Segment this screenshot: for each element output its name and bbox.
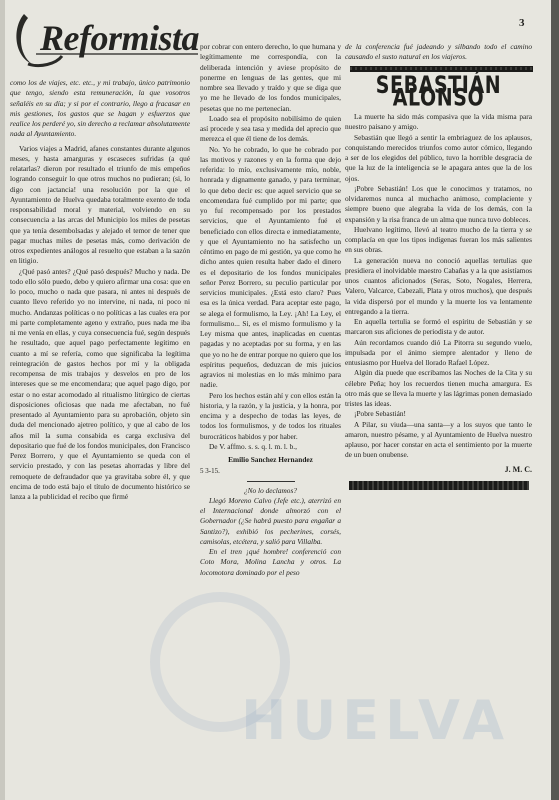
italic-heading: ¿No lo declamos? xyxy=(243,485,298,495)
paragraph: La muerte ha sido más compasiva que la vida misma para nuestro paisano y amigo. xyxy=(345,112,532,132)
masthead-lettering xyxy=(10,4,200,70)
page-edge-shadow xyxy=(551,0,559,800)
paragraph: Algún día puede que escribamos las Noches de la Cita y su célebre Peña; hoy los recuerdos tienen mucha amargura. Es otro más que se lleva la muerte y las lágrimas ponen demasiado tristes las ideas. xyxy=(345,368,533,408)
italic-paragraph: En el tren ¡qué hombre! conferenció con Coto Mora, Molina Lancha y otros. La locomotora dominado por el peso xyxy=(200,547,341,577)
paragraph: En aquella tertulia se formó el espíritu de Sebastián y se marcaron sus aficiones de periodista y de autor. xyxy=(345,317,532,337)
paragraph: Loado sea el propósito nobilísimo de quien así procede y sea tasa y medida del aprecio que merezca el que él tiene de los demás. xyxy=(200,113,341,144)
paragraph: por cobrar con entero derecho, lo que humana y legítimamente me correspondía, con la deliberada intención y aviese propósito de ponerme en lenguas de las gentes, que mi nombre sea llevado y traído y que se diga que yo me he llevado de los fondos municipales, pesetas que no me pertenecían. xyxy=(200,42,341,113)
stamp-ring xyxy=(150,592,290,732)
closing-ornament-rule xyxy=(349,481,529,490)
italic-continuation-text: de la conferencia fué jadeando y silbando todo el camino causando el susto natural en los viajeros. xyxy=(345,42,532,62)
paragraph: Varios viajes a Madrid, afanes constantes durante algunos meses, y hasta amarguras y escaseces sufridas (a qué relatarlas? dieron por resultado el triunfo de mis empeños logrando conseguir lo que otros muchos no pudieran; (si, lo digo con jactancia! una resolución por la que el Ayuntamiento de Huelva quedaba totalmente exento de toda responsabilidad moral y material, volviendo en su consecuencia a las arcas del Municipio los miles de pesetas que ya tenía desembolsadas y alejado el temor de tener que pagar muchas miles de pesetas más, como derivación de otros expedientes análogos al resuelto que estaban a la sazón en litigio. xyxy=(10,143,190,266)
paragraph: A Pilar, su viuda—una santa—y a los suyos que tanto le amaron, nuestro pésame, y al Ayuntamiento de Huelva nuestro aplauso, por hacer constar en acta el sentimiento por la muerte de un buen onubense. xyxy=(345,419,532,460)
section-divider xyxy=(247,481,295,482)
paragraph: ¡Pobre Sebastián! Los que le conocimos y tratamos, no olvidaremos nunca al muchacho animoso, complaciente y siempre bueno que alegraba la vida de los demás, con la expansión y la risa franca de un alma que nunca tuvo dobleces. xyxy=(345,183,532,224)
library-stamp-watermark xyxy=(150,582,510,752)
article-column-3 xyxy=(345,42,532,490)
paragraph: Sebastián que llegó a sentir la embriaguez de los aplausos, conquistando merecidos triunfos como autor cómico, llegando a ser de los elegidos del público, tuvo la horrible desgracia de que la luz de la inteligencia se le apagara antes que la de los ojos. xyxy=(345,132,532,183)
italic-paragraph: Llegó Moreno Calvo (Jefe etc.), aterrizó en el Internacional donde almorzó con el Gobernador (¿Se habrá puesto para engañar a Santizo?), exhibió los pecherines, corsés, camisolas, etcétera, y salió para Villalba. xyxy=(200,495,341,546)
article-column-2 xyxy=(200,42,341,578)
paragraph: Huelvano legítimo, llevó al teatro mucho de la tierra y se complacía en que los tipos indígenas fueran los más salientes en sus obras. xyxy=(345,224,532,255)
date-line: 5 3-15. xyxy=(200,467,220,476)
closing-line: De V. affmo. s. s. q. l. m. l. b., xyxy=(209,441,297,451)
heading-ornament-rule xyxy=(350,66,533,72)
italic-continuation xyxy=(345,42,532,63)
signature: Emilio Sanchez Hernandez xyxy=(228,455,313,464)
italic-news-item xyxy=(200,486,341,578)
author-initials: J. M. C. xyxy=(504,464,532,474)
paragraph: Aún recordamos cuando dió La Pitorra su segundo vuelo, impulsada por el ánimo siempre alentador y lleno de entusiasmo por Huelva del llorado Rafael López. xyxy=(345,337,532,367)
paragraph: Pero los hechos están ahí y con ellos están la historia, y la razón, y la justicia, y la honra, por encima y a despecho de todas las leyes, de todos los formulismos, y de todos los rituales burocráticos habidos y por haber. xyxy=(200,390,341,441)
italic-intro-text: como los de viajes, etc. etc., y mi trabajo, único patrimonio que tengo, siendo esta remuneración, la que vosotros señaléis en su día; y si por el contrario, llego a fracasar en mis gestiones, los gastos que se hagan y esfuerzos que realice los perderé yo, sin derecho a reclamar absolutamente nada al Ayuntamiento. xyxy=(10,78,190,139)
paragraph: ¡Pobre Sebastián! xyxy=(354,409,407,419)
paragraph: No. Yo he cobrado, lo que he cobrado por las motivos y razones y en la forma que dejo referida: lo mío, exclusivamente mío, noble, honrada y dignamente ganado, y para terminar, lo que debo decir es: que aquel servicio que se encomendara fué cumplido por mi parte; que yo fuí recompensado por los prestados servicios, que el Ayuntamiento fué el beneficiado con ellos directa e inmediatamente, y que el Ayuntamiento no ha satisfecho un céntimo en pago de mi gestión, ya que como he dicho antes quien resulta haber dado el dinero es el depositario de los fondos municipales señor Perez Borrero, su peculio particular por servicios municipales. ¿Está esto claro? Pues esa es la única verdad. Para aceptar este pago, se alega el formulismo, la Ley. ¡Ah! La Ley, el formulismo... Si, es el mismo formulismo y la Ley misma que antes, inaplicadas en cuentas pagadas y no aceptadas por su forma, y en las que yo no he de entrar porque no quiero que los espíritus pequeños, deduzcan de mis juicios agravios ni molestias en lo más mínimo para nadie. xyxy=(200,144,341,390)
svg-text:Reformista: Reformista xyxy=(40,18,200,58)
italic-intro xyxy=(10,78,190,140)
masthead-logo xyxy=(10,4,200,70)
paragraph: La generación nueva no conoció aquellas tertulias que presidiera el inolvidable maestro Cabañas y a la que asistíamos unos cuantos aficionados (Seras, Soto, Nogales, Herrera, Valero, Valcarce, Cabezali, Plata y otros muchos), que después la vida dispersó por el mundo y la muerte los va lentamente entregando a la tierra. xyxy=(345,255,532,316)
page-spine xyxy=(0,0,5,800)
stamp-text: HUELVA xyxy=(241,689,510,752)
article-column-1 xyxy=(10,78,190,502)
paragraph: ¿Qué pasó antes? ¿Qué pasó después? Mucho y nada. De todo ello sólo puedo, debo y quiero afirmar una cosa: que en lo poco, mucho o nada que pasara, ni antes ni después de cuanto llevo referido yo no intervine, ni nada, ni poco ni mucho. Andanzas políticas o no políticas a las cuales era por mi parte completamente ageno y extraño, pues nada me iba ni me venía en ellas, y cuya consecuencia fué, según después he resultado, que aquel pago perfectamente legítimo en cuanto a mí se refería, como que significaba la legítima reintegración de gastos hechos por mí y la obligada recompensa de mis trabajos y desvelos en pro de los intereses que se me encomendara; que aquel pago digo, por estar o no estar acomodado al ritualismo litúrgico de ciertas disposiciones oficiosas que nada me afectaban, no fué presentado al Ayuntamiento para su aprobación, objeto sin duda del mencionado ajetreo político, y que al cabo de los años mil la suma consabida es carga exclusiva del depositario que fué de los fondos municipales, don Francisco Perez Borrero, y que el Ayuntamiento se queda con el servicio prestado, y con las pesetas ahorradas y libre del remoquete de defraudador que ya gravitaba sobre él, y que encima de todo está bajo el título de documento histórico se lanza a la publicidad el recibo que firmé xyxy=(10,266,190,501)
page-number: 3 xyxy=(519,17,525,29)
obituary-heading: SEBASTIÁN ALONSO xyxy=(375,71,502,112)
